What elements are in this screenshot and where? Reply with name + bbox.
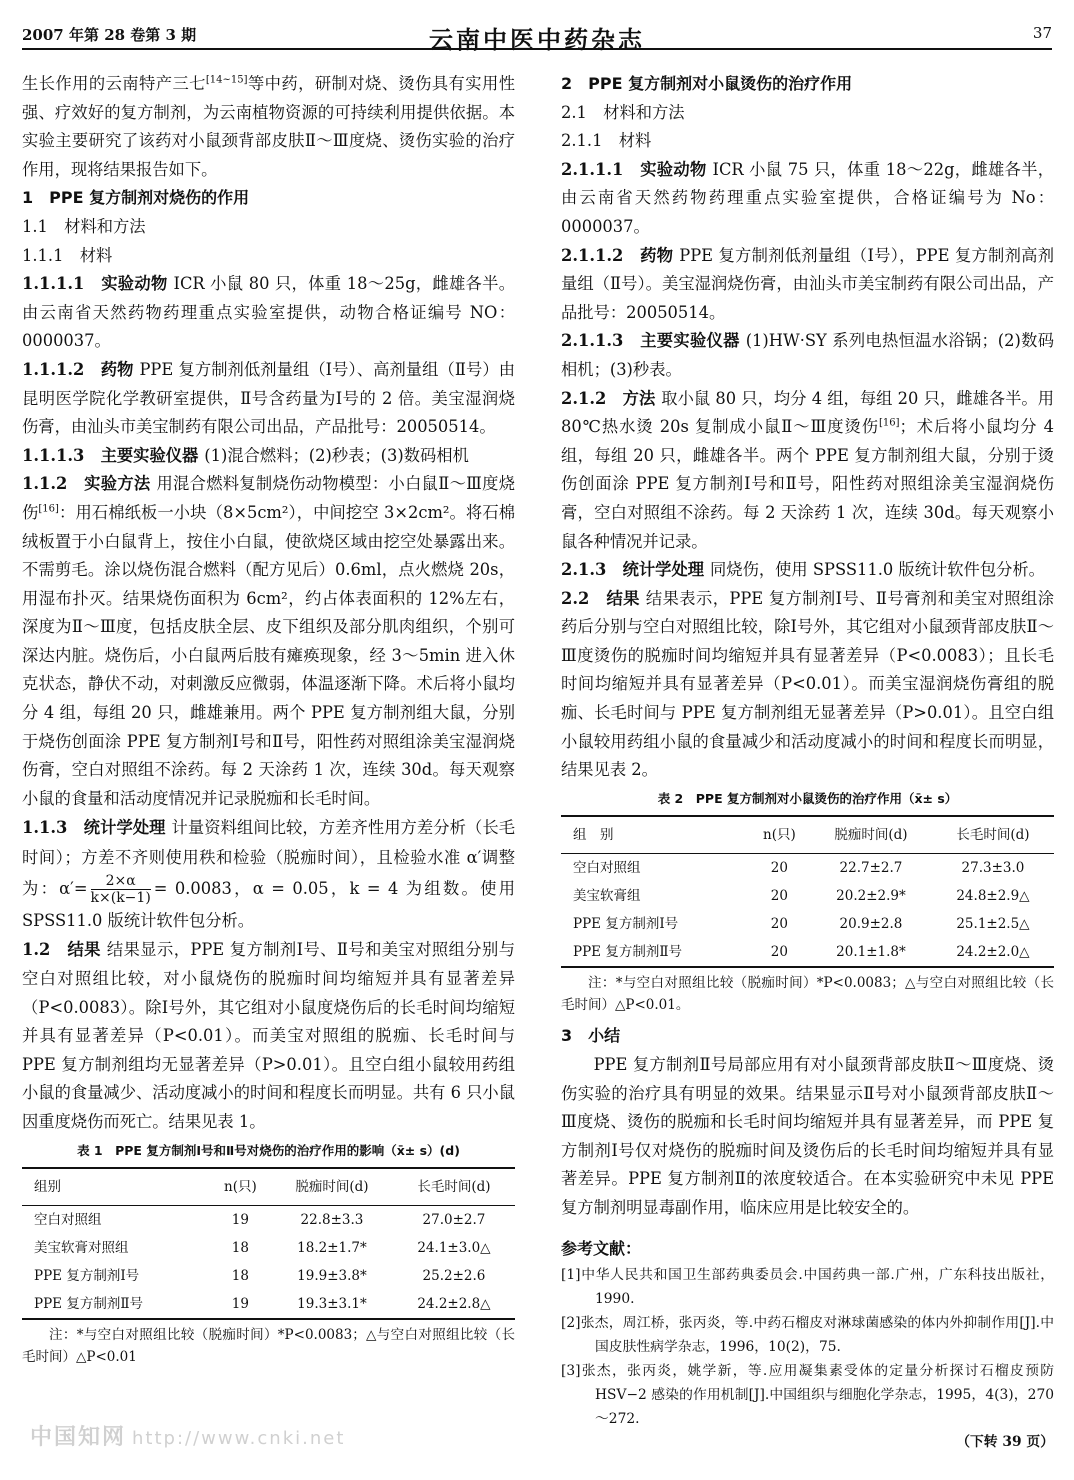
table-cell: 空白对照组	[34, 1212, 102, 1229]
table-1	[22, 1167, 515, 1321]
para-1-1-1-3: 1.1.1.3 主要实验仪器 (1)混合燃料；(2)秒表；(3)数码相机	[22, 445, 469, 465]
table-cell: 18	[231, 1240, 249, 1257]
table-cell: PPE 复方制剂Ⅰ号	[573, 916, 679, 933]
table-header-cell: 组 别	[561, 816, 749, 854]
table-cell: 20.1±1.8*	[810, 938, 932, 967]
alpha-fraction: $\frac{2\times\alpha}{k\times(k-1)}$	[90, 873, 151, 907]
para-2-1-1-1: 2.1.1.1 实验动物 ICR 小鼠 75 只，体重 18～22g，雌雄各半，由云南省天然药物药理重点实验室提供，合格证编号为 No：0000037。	[561, 159, 1054, 236]
para-1-2-results: 1.2 结果 结果显示，PPE 复方制剂Ⅰ号、Ⅱ号和美宝对照组分别与空白对照组比较，对小鼠烧伤的脱痂时间均缩短并具有显著差异（P<0.0083）。除Ⅰ号外，其它组对小鼠度烧伤后的长毛时间均缩短并具有显著差异（P<0.01）。而美宝对照组的脱痂、长毛时间与 PPE 复方制剂组均无显著差异（P>0.01）。且空白组小鼠较用药组小鼠的食量减少、活动度减小的时间和程度长而明显。共有 6 只小鼠因重度烧伤而死亡。结果见表 1。	[22, 940, 515, 1131]
table-1-caption: 表 1 PPE 复方制剂Ⅰ号和Ⅱ号对烧伤的治疗作用的影响（x̄± s）(d)	[77, 1142, 460, 1158]
section-3-heading: 3 小结	[561, 1026, 621, 1046]
table-row	[561, 938, 1054, 967]
para-1-1-2: 1.1.2 实验方法 用混合燃料复制烧伤动物模型：小白鼠Ⅱ～Ⅲ度烧伤[16]：用石棉纸板一小块（8×5cm²），中间挖空 3×2cm²。将石棉绒板置于小白鼠背上，按住小白鼠，使欲烧区域由挖空处暴露出来。不需剪毛。涂以烧伤混合燃料（配方见后）0.6ml，点火燃烧 20s，用湿布扑灭。结果烧伤面积为 6cm²，约占体表面积的 12%左右，深度为Ⅱ～Ⅲ度，包括皮肤全层、皮下组织及部分肌肉组织，个别可深达内脏。烧伤后，小白鼠两后肢有瘫痪现象，经 3～5min 进入休克状态，静伏不动，对刺激反应微弱，体温逐渐下降。术后将小鼠均分 4 组，每组 20 只，雌雄兼用。两个 PPE 复方制剂组大鼠，分别于烧伤创面涂 PPE 复方制剂Ⅰ号和Ⅱ号，阳性药对照组涂美宝湿润烧伤膏，空白对照组不涂药。每 2 天涂药 1 次，连续 30d。每天观察小鼠的食量和活动度情况并记录脱痂和长毛时间。	[22, 474, 515, 808]
journal-title: 云南中医中药杂志	[429, 25, 645, 54]
table-cell: 20.9±2.8	[839, 916, 903, 933]
page-header	[22, 24, 1052, 54]
table-cell: 19	[210, 1290, 271, 1319]
para-2-1-2: 2.1.2 方法 取小鼠 80 只，均分 4 组，每组 20 只，雌雄各半。用 80℃热水烫 20s 复制成小鼠Ⅱ～Ⅲ度烫伤[16]；术后将小鼠均分 4 组，每组 20 只，雌雄各半。两个 PPE 复方制剂组大鼠，分别于烫伤创面涂 PPE 复方制剂Ⅰ号和Ⅱ号，阳性药对照组涂美宝湿润烧伤膏，空白对照组不涂药。每 2 天涂药 1 次，连续 30d。每天观察小鼠各种情况并记录。	[561, 388, 1054, 551]
table-header-cell: n(只)	[749, 816, 810, 854]
header-rule	[22, 48, 1052, 50]
table-header-cell: 组别	[22, 1168, 210, 1206]
table-2-note: 注：*与空白对照组比较（脱痂时间）*P<0.0083；△与空白对照组比较（长毛时间）△P<0.01。	[561, 975, 1054, 1014]
table-header-cell: 脱痂时间(d)	[810, 816, 932, 854]
reference-list	[561, 1263, 1054, 1431]
table-cell: 24.8±2.9△	[956, 888, 1030, 905]
table-cell: 19.3±3.1*	[271, 1290, 393, 1319]
reference-item: [3]张杰，张丙炎，姚学新，等.应用凝集素受体的定量分析探讨石榴皮预防 HSV−2 感染的作用机制[J].中国组织与细胞化学杂志，1995，4(3)，270～272.	[561, 1363, 1054, 1428]
table-row	[561, 854, 1054, 883]
reference-item: [1]中华人民共和国卫生部药典委员会.中国药典一部.广州，广东科技出版社，1990.	[561, 1267, 1054, 1308]
intro-paragraph: 生长作用的云南特产三七[14~15]等中药，研制对烧、烫伤具有实用性强、疗效好的复方制剂，为云南植物资源的可持续利用提供依据。本实验主要研究了该药对小鼠颈背部皮肤Ⅱ～Ⅲ度烧、烫伤实验的治疗作用，现将结果报告如下。	[22, 74, 515, 179]
table-row	[561, 882, 1054, 910]
table-cell: 美宝软膏组	[573, 888, 641, 905]
table-row	[22, 1290, 515, 1319]
para-2-1-3: 2.1.3 统计学处理 同烧伤，使用 SPSS11.0 版统计软件包分析。	[561, 560, 1045, 580]
table-cell: 20	[749, 938, 810, 967]
table-cell: 22.8±3.3	[300, 1212, 364, 1229]
section-1-1-1-heading: 1.1.1 材料	[22, 245, 113, 265]
table-cell: 18	[231, 1268, 249, 1285]
table-row	[22, 1206, 515, 1235]
table-cell: 20.2±2.9*	[836, 888, 906, 905]
table-header-cell: 长毛时间(d)	[393, 1168, 515, 1206]
table-cell: 24.2±2.8△	[393, 1290, 515, 1319]
table-cell: 27.0±2.7	[422, 1212, 486, 1229]
table-2	[561, 815, 1054, 969]
table-header-cell: 脱痂时间(d)	[271, 1168, 393, 1206]
table-cell: 19	[231, 1212, 249, 1229]
reference-item: [2]张杰，周江桥，张丙炎，等.中药石榴皮对淋球菌感染的体内外抑制作用[J].中国皮肤性病学杂志，1996，10(2)，75.	[561, 1315, 1054, 1356]
para-2-2-results: 2.2 结果 结果表示，PPE 复方制剂Ⅰ号、Ⅱ号膏剂和美宝对照组涂药后分别与空白对照组比较，除Ⅰ号外，其它组对小鼠颈背部皮肤Ⅱ～Ⅲ度烫伤的脱痂时间均缩短并具有显著差异（P<0.0083）；且长毛时间均缩短并具有显著差异（P<0.01）。而美宝湿润烧伤膏组的脱痂、长毛时间与 PPE 复方制剂组无显著差异（P>0.01）。且空白组小鼠较用药组小鼠的食量减少和活动度减小的时间和程度长而明显，结果见表 2。	[561, 588, 1054, 780]
table-cell: 19.9±3.8*	[297, 1268, 367, 1285]
para-1-1-1-2: 1.1.1.2 药物 PPE 复方制剂低剂量组（Ⅰ号）、高剂量组（Ⅱ号）由昆明医学院化学教研室提供，Ⅱ号含药量为Ⅰ号的 2 倍。美宝湿润烧伤膏，由汕头市美宝制药有限公司出品，产品批号：20050514。	[22, 359, 515, 437]
table-cell: 25.1±2.5△	[956, 916, 1030, 933]
section-1-1-heading: 1.1 材料和方法	[22, 216, 146, 236]
conclusion-paragraph: PPE 复方制剂Ⅱ号局部应用有对小鼠颈背部皮肤Ⅱ～Ⅲ度烧、烫伤实验的治疗具有明显的效果。结果显示Ⅱ号对小鼠颈背部皮肤Ⅱ～Ⅲ度烧、烫伤的脱痂和长毛时间均缩短并具有显著差异，而 PPE 复方制剂Ⅰ号仅对烧伤的脱痂时间及烫伤后的长毛时间均缩短并具有显著差异。PPE 复方制剂Ⅱ的浓度较适合。在本实验研究中未见 PPE 复方制剂明显毒副作用，临床应用是比较安全的。	[561, 1055, 1054, 1217]
para-2-1-1-3: 2.1.1.3 主要实验仪器 (1)HW·SY 系列电热恒温水浴锅；(2)数码相机；(3)秒表。	[561, 331, 1054, 379]
table-row	[22, 1262, 515, 1290]
table-cell: 空白对照组	[573, 860, 641, 877]
table-header-cell: 长毛时间(d)	[932, 816, 1054, 854]
table-cell: 24.1±3.0△	[417, 1240, 491, 1257]
table-cell: 25.2±2.6	[422, 1268, 486, 1285]
section-2-heading: 2 PPE 复方制剂对小鼠烫伤的治疗作用	[561, 74, 853, 93]
table-cell: 美宝软膏对照组	[34, 1240, 129, 1257]
table-cell: 22.7±2.7	[839, 860, 903, 877]
table-row	[561, 910, 1054, 938]
table-row	[22, 1234, 515, 1262]
section-1-heading: 1 PPE 复方制剂对烧伤的作用	[22, 188, 250, 208]
table-2-caption: 表 2 PPE 复方制剂对小鼠烫伤的治疗作用（x̄± s）	[657, 790, 958, 806]
para-1-1-1-1: 1.1.1.1 实验动物 ICR 小鼠 80 只，体重 18～25g，雌雄各半。由云南省天然药物药理重点实验室提供，动物合格证编号 NO：0000037。	[22, 274, 515, 351]
left-column	[22, 70, 515, 1368]
table-cell: 18.2±1.7*	[297, 1240, 367, 1257]
section-2-1-1-heading: 2.1.1 材料	[561, 131, 652, 151]
table-cell: PPE 复方制剂Ⅰ号	[34, 1268, 140, 1285]
right-column	[561, 70, 1054, 1453]
table-cell: 20	[770, 888, 788, 905]
page-number: 37	[1032, 24, 1052, 42]
para-1-1-3: 1.1.3 统计学处理 计量资料组间比较，方差齐性用方差分析（长毛时间）；方差不齐则使用秩和检验（脱痂时间），且检验水准 α′调整为：α′= $\frac{2\times\alpha}{k\times(k-1)}$ = 0.0083，α = 0.05，k = 4 为组数。使用 SPSS11.0 版统计软件包分析。	[22, 818, 515, 931]
references-heading: 参考文献：	[561, 1238, 642, 1258]
issue-info: 2007 年第 28 卷第 3 期	[22, 26, 197, 44]
continued-note: （下转 39 页）	[956, 1434, 1054, 1451]
cnki-watermark: 中国知网 http://www.cnki.net	[30, 1425, 346, 1450]
table-cell: PPE 复方制剂Ⅱ号	[22, 1290, 210, 1319]
section-2-1-heading: 2.1 材料和方法	[561, 102, 685, 122]
para-2-1-1-2: 2.1.1.2 药物 PPE 复方制剂低剂量组（Ⅰ号），PPE 复方制剂高剂量组（Ⅱ号）。美宝湿润烧伤膏，由汕头市美宝制药有限公司出品，产品批号：20050514。	[561, 245, 1054, 322]
table-header-cell: n(只)	[210, 1168, 271, 1206]
table-cell: 27.3±3.0	[961, 860, 1025, 877]
table-1-note: 注：*与空白对照组比较（脱痂时间）*P<0.0083；△与空白对照组比较（长毛时间）△P<0.01	[22, 1327, 515, 1366]
table-cell: 20	[770, 860, 788, 877]
table-cell: 24.2±2.0△	[932, 938, 1054, 967]
table-cell: 20	[770, 916, 788, 933]
table-cell: PPE 复方制剂Ⅱ号	[561, 938, 749, 967]
